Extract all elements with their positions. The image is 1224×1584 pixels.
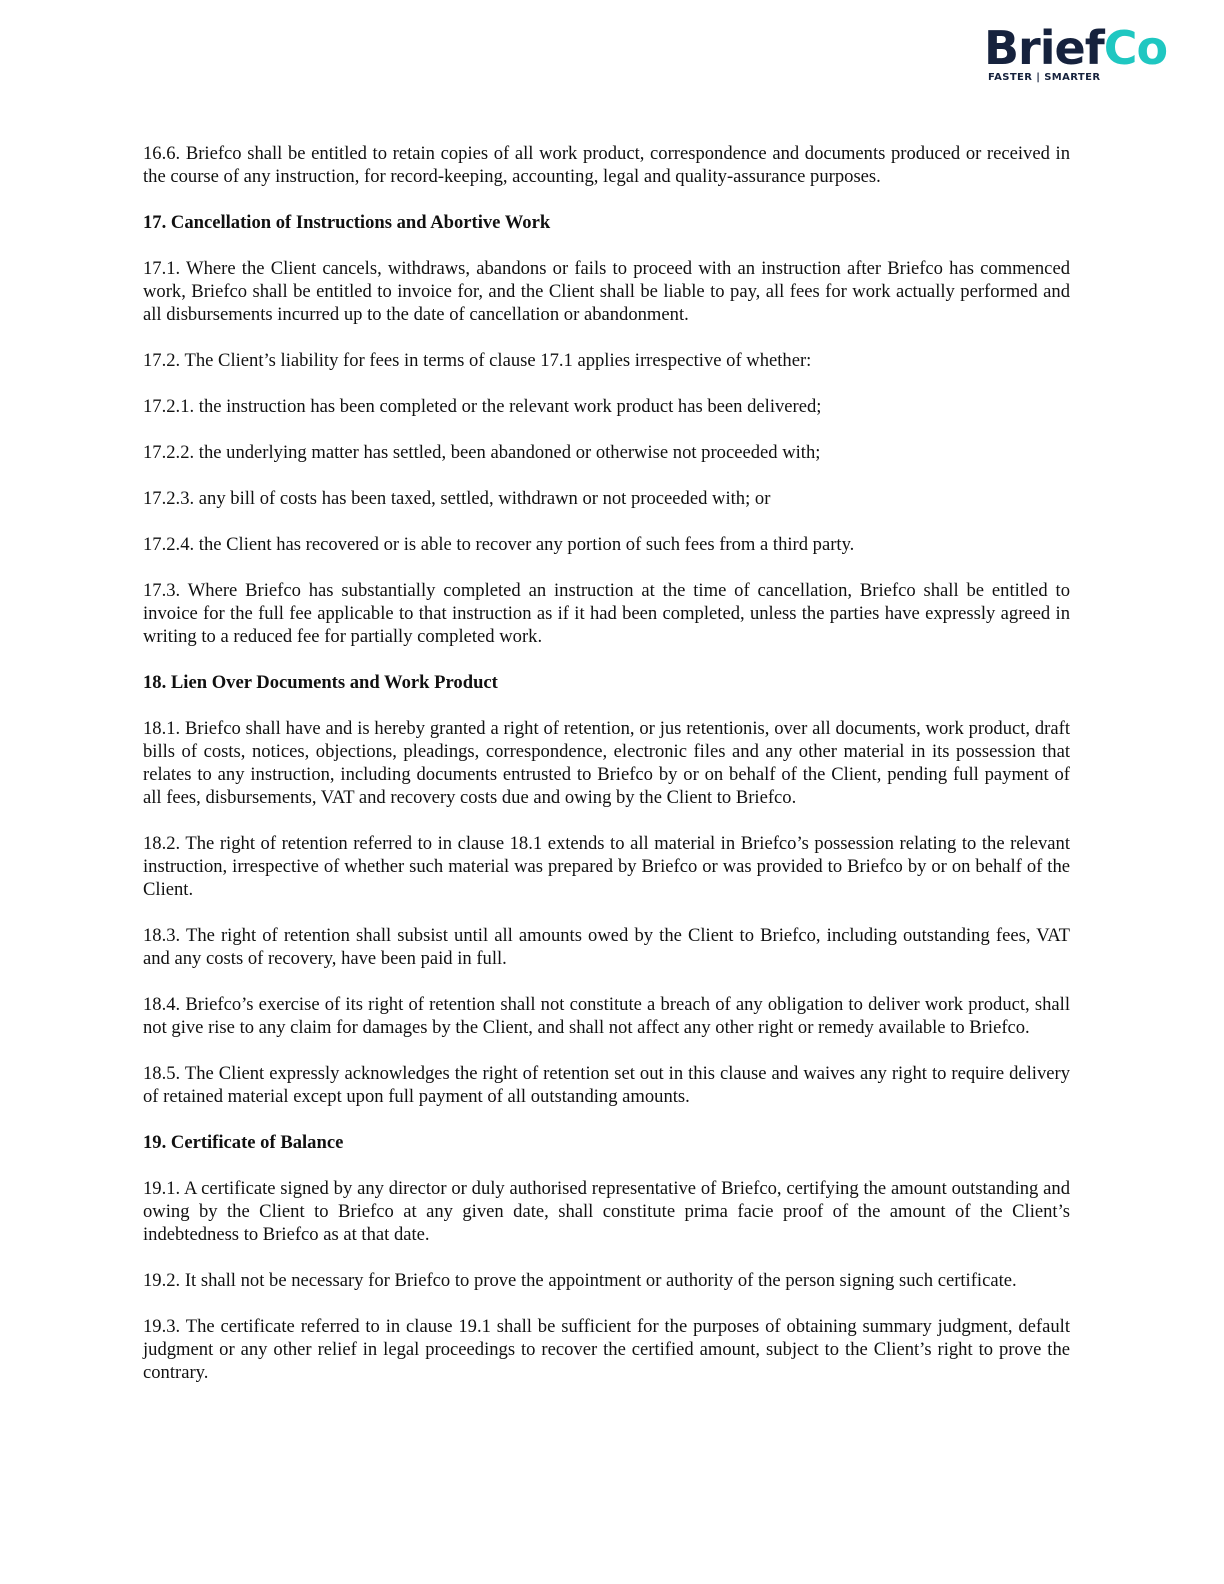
briefco-logo	[984, 22, 1184, 86]
logo-brief-text: Brief	[984, 21, 1104, 75]
heading-17: 17. Cancellation of Instructions and Abortive Work	[143, 212, 551, 233]
clause-17-1: 17.1. Where the Client cancels, withdraws, abandons or fails to proceed with an instruction after Briefco has commenced work, Briefco shall be entitled to invoice for, and the Client shall be liable to pay, all fees for work actually performed and all disbursements incurred up to the date of cancellation or abandonment.	[143, 258, 1070, 325]
clause-17-2-2: 17.2.2. the underlying matter has settled, been abandoned or otherwise not proceeded with;	[143, 442, 821, 463]
clause-17-2: 17.2. The Client’s liability for fees in terms of clause 17.1 applies irrespective of whether:	[143, 350, 812, 371]
clause-17-2-1: 17.2.1. the instruction has been completed or the relevant work product has been delivered;	[143, 396, 822, 417]
clause-18-4: 18.4. Briefco’s exercise of its right of retention shall not constitute a breach of any obligation to deliver work product, shall not give rise to any claim for damages by the Client, and shall not affect any other right or remedy available to Briefco.	[143, 994, 1070, 1038]
clause-17-2-3: 17.2.3. any bill of costs has been taxed, settled, withdrawn or not proceeded with; or	[143, 488, 771, 509]
clause-18-2: 18.2. The right of retention referred to in clause 18.1 extends to all material in Briefco’s possession relating to the relevant instruction, irrespective of whether such material was prepared by Briefco or was provided to Briefco by or on behalf of the Client.	[143, 833, 1070, 900]
clause-19-3: 19.3. The certificate referred to in clause 19.1 shall be sufficient for the purposes of obtaining summary judgment, default judgment or any other relief in legal proceedings to recover the certified amount, subject to the Client’s right to prove the contrary.	[143, 1316, 1070, 1383]
clause-17-3: 17.3. Where Briefco has substantially completed an instruction at the time of cancellation, Briefco shall be entitled to invoice for the full fee applicable to that instruction as if it had been completed, unless the parties have expressly agreed in writing to a reduced fee for partially completed work.	[143, 580, 1070, 647]
clause-19-1: 19.1. A certificate signed by any director or duly authorised representative of Briefco, certifying the amount outstanding and owing by the Client to Briefco at any given date, shall constitute prima facie proof of the amount of the Client’s indebtedness to Briefco as at that date.	[143, 1178, 1070, 1245]
heading-19: 19. Certificate of Balance	[143, 1132, 344, 1153]
clause-16-6: 16.6. Briefco shall be entitled to retain copies of all work product, correspondence and documents produced or received in the course of any instruction, for record-keeping, accounting, legal and quality-assurance purposes.	[143, 143, 1070, 187]
clause-19-2: 19.2. It shall not be necessary for Briefco to prove the appointment or authority of the person signing such certificate.	[143, 1270, 1017, 1291]
heading-18: 18. Lien Over Documents and Work Product	[143, 672, 498, 693]
document-body	[143, 142, 1070, 1407]
logo-wordmark	[984, 22, 1167, 74]
logo-co-text: Co	[1103, 21, 1168, 75]
logo-tagline: FASTER | SMARTER	[988, 72, 1101, 83]
clause-18-1: 18.1. Briefco shall have and is hereby granted a right of retention, or jus retentionis, over all documents, work product, draft bills of costs, notices, objections, pleadings, correspondence, electronic files and any other material in its possession that relates to any instruction, including documents entrusted to Briefco by or on behalf of the Client, pending full payment of all fees, disbursements, VAT and recovery costs due and owing by the Client to Briefco.	[143, 718, 1070, 808]
clause-18-5: 18.5. The Client expressly acknowledges the right of retention set out in this clause and waives any right to require delivery of retained material except upon full payment of all outstanding amounts.	[143, 1063, 1070, 1107]
clause-18-3: 18.3. The right of retention shall subsist until all amounts owed by the Client to Briefco, including outstanding fees, VAT and any costs of recovery, have been paid in full.	[143, 925, 1070, 969]
clause-17-2-4: 17.2.4. the Client has recovered or is able to recover any portion of such fees from a third party.	[143, 534, 855, 555]
